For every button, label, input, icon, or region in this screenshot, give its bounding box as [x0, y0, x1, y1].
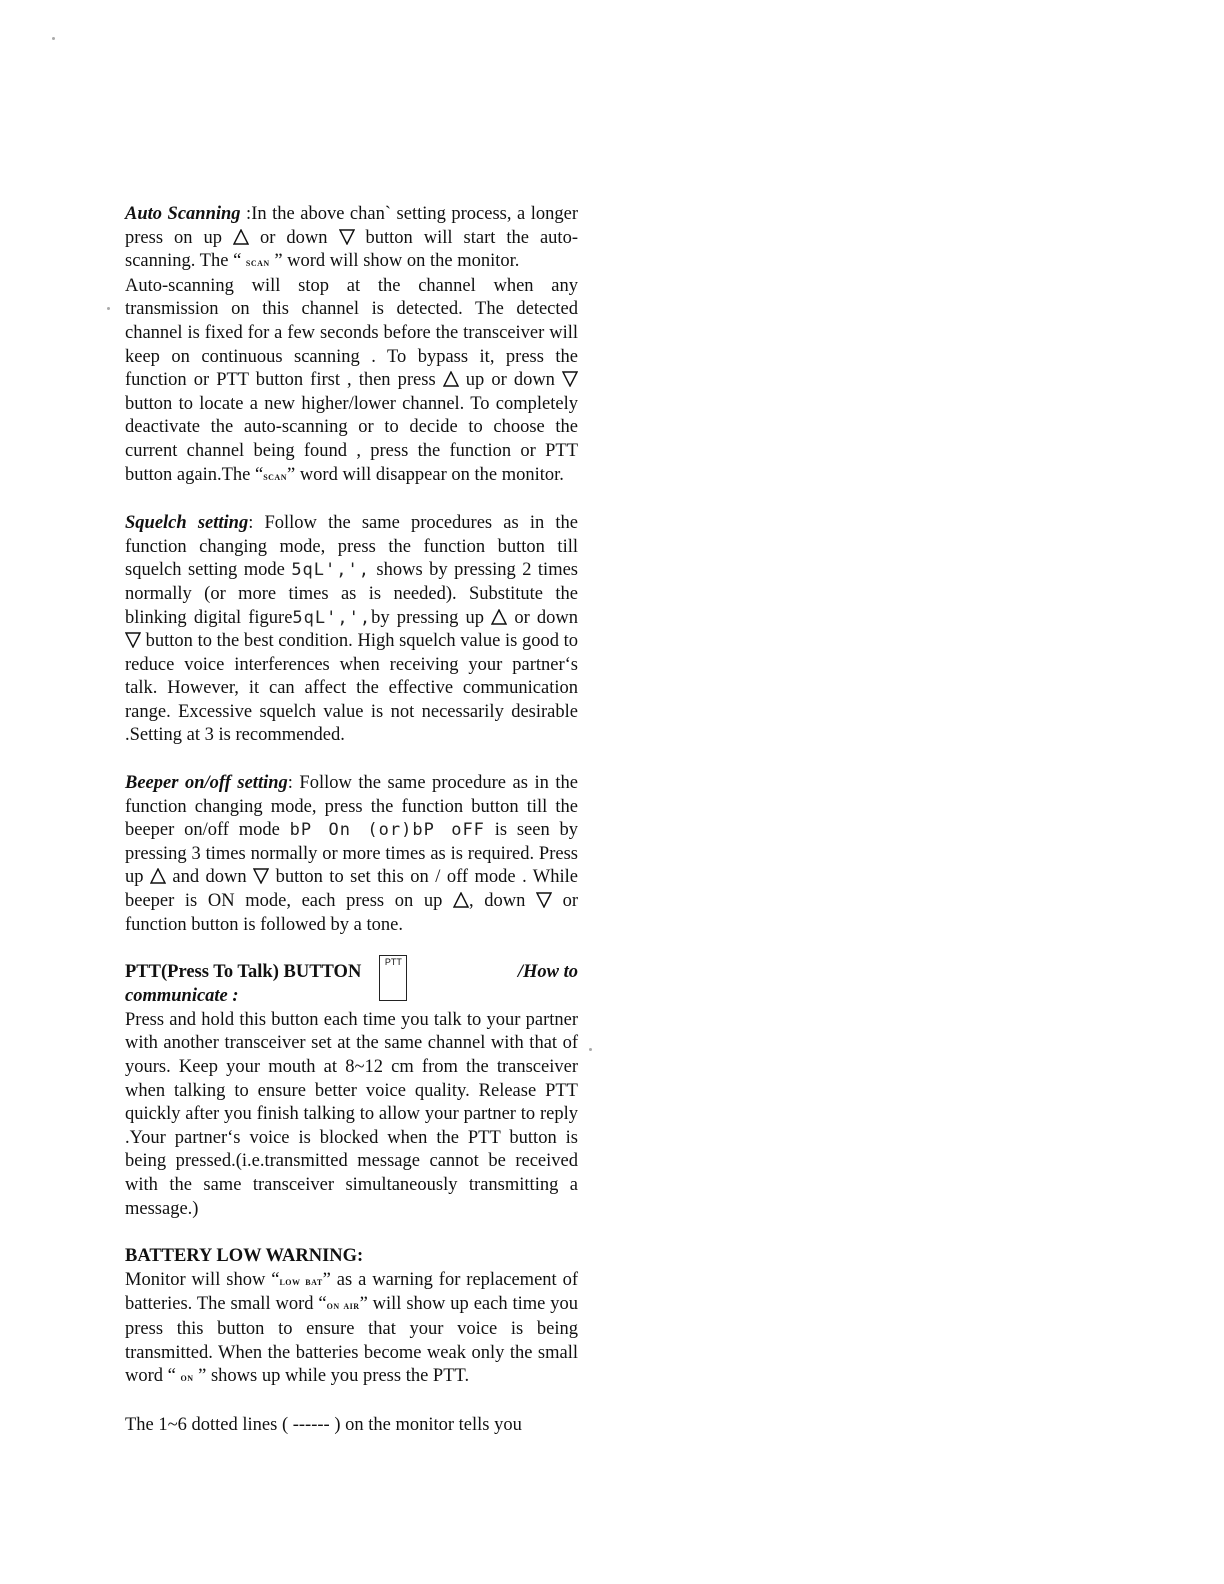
- ptt-body: Press and hold this button each time you talk to your partner with another transceiver set at the same channel with that of yours. Keep your mouth at 8~12 cm from the transceiver when talking to ensure better voice quality. Release PTT quickly after you finish talking to allow your partner to reply .Your partner‘s voice is blocked when the PTT button is being pressed.(i.e.transmitted message cannot be received with the same transceiver simultaneously transmitting a message.): [125, 1009, 578, 1219]
- ptt-heading: PTT(Press To Talk) BUTTON: [125, 962, 362, 983]
- page-column: [125, 203, 578, 1437]
- ptt-heading-row: [125, 957, 578, 985]
- auto-scan-stop-paragraph: Auto-scanning will stop at the channel when any transmission on this channel is detected. The detected channel is fixed for a few seconds before the transceiver will keep on continuous scanning . To bypass it, press the function or PTT button first , then press up or down button to locate a new higher/lower channel. To completely deactivate the auto-scanning or to decide to choose the current channel being found , press the function or PTT button again.The “scan” word will disappear on the monitor.: [125, 275, 578, 485]
- down-triangle-icon: [339, 229, 355, 245]
- squelch-display-figure: 5qL',',: [291, 560, 370, 581]
- battery-paragraph: Monitor will show “low bat” as a warning for replacement of batteries. The small word “on air” will show up each time you press this button to ensure that your voice is being transmitted. When the batteries become weak only the small word “ on ” shows up while you press the PTT.: [125, 1269, 578, 1387]
- scan-speck: [589, 1048, 592, 1051]
- low-bat-word: low bat: [279, 1273, 323, 1288]
- auto-scanning-paragraph: Auto Scanning :In the above chan` setting process, a longer press on up or down button will start the auto-scanning. The “ scan ” word will show on the monitor.: [125, 204, 578, 272]
- up-triangle-icon: [443, 371, 459, 387]
- scan-speck: [52, 37, 55, 40]
- down-triangle-icon: [562, 371, 578, 387]
- squelch-lead: Squelch setting: [125, 513, 249, 534]
- down-triangle-icon: [536, 892, 552, 908]
- scan-speck: [107, 307, 110, 310]
- on-air-word: on air: [326, 1298, 360, 1313]
- scan-word: scan: [263, 468, 287, 483]
- down-triangle-icon: [253, 868, 269, 884]
- ptt-button-icon: PTT: [379, 955, 407, 1001]
- on-word: on: [180, 1370, 194, 1385]
- squelch-display-figure: 5qL',',: [292, 607, 372, 628]
- auto-scanning-lead: Auto Scanning: [125, 204, 241, 224]
- dotted-lines-paragraph: The 1~6 dotted lines ( ------ ) on the monitor tells you: [125, 1414, 522, 1435]
- up-triangle-icon: [453, 892, 469, 908]
- squelch-paragraph: Squelch setting: Follow the same procedures as in the function changing mode, press the function button till squelch setting mode 5qL',', shows by pressing 2 times normally (or more times as is needed). Substitute the blinking digital figure5qL',',by pressing up or down button to the best condition. High squelch value is good to reduce voice interferences when receiving your partner‘s talk. However, it can affect the effective communication range. Excessive squelch value is not necessarily desirable .Setting at 3 is recommended.: [125, 513, 578, 746]
- up-triangle-icon: [150, 868, 166, 884]
- battery-heading: BATTERY LOW WARNING:: [125, 1246, 364, 1267]
- beeper-paragraph: Beeper on/off setting: Follow the same procedure as in the function changing mode, press the function button till the beeper on/off mode bP On (or)bP oFF is seen by pressing 3 times normally or more times as is required. Press up and down button to set this on / off mode . While beeper is ON mode, each press on up , down or function button is followed by a tone.: [125, 773, 579, 935]
- down-triangle-icon: [125, 632, 141, 648]
- ptt-subheading: communicate :: [125, 986, 239, 1007]
- up-triangle-icon: [491, 609, 507, 625]
- up-triangle-icon: [233, 229, 249, 245]
- scan-word: scan: [245, 255, 270, 270]
- beeper-display-figure: bP On (or)bP oFF: [289, 820, 485, 841]
- beeper-lead: Beeper on/off setting: [125, 773, 288, 794]
- ptt-how-to: /How to: [517, 962, 578, 983]
